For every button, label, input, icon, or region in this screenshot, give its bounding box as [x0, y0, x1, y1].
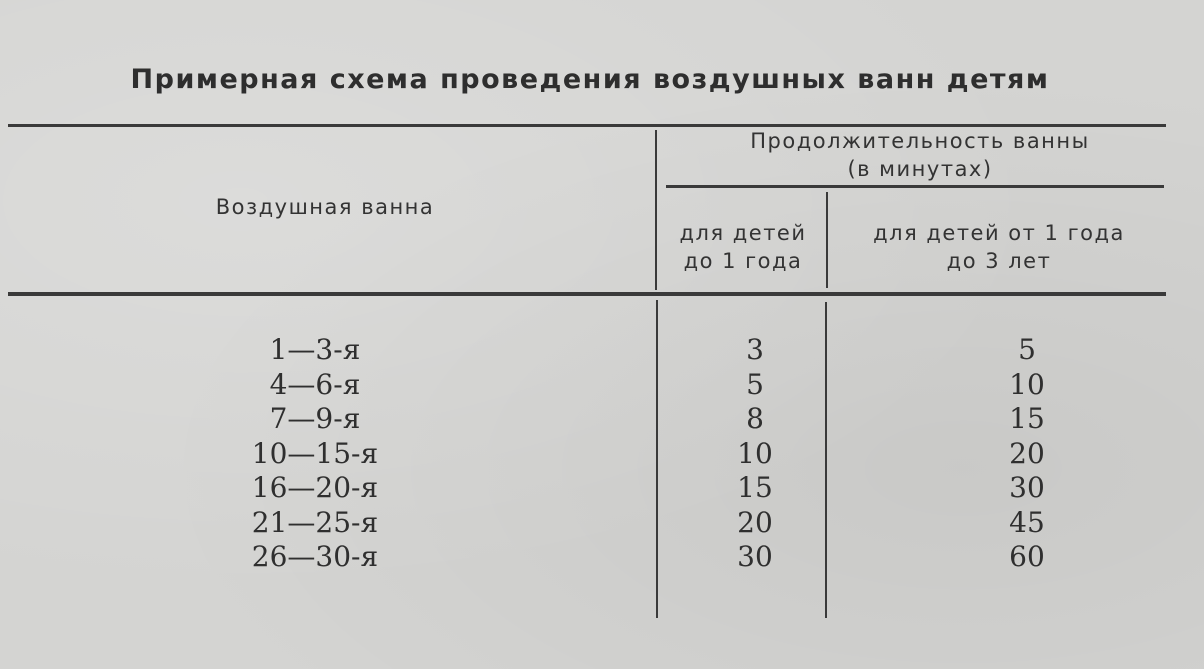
under-1-duration-column — [700, 333, 810, 575]
duration-cell: 10 — [737, 436, 773, 470]
column-header-1-to-3-line2: до 3 лет — [946, 249, 1052, 273]
duration-cell: 3 — [746, 333, 764, 366]
bath-number-cell: 16—20-я — [251, 471, 379, 504]
column-header-under-1 — [658, 219, 828, 275]
duration-cell: 20 — [1009, 436, 1045, 470]
duration-cell: 45 — [1009, 505, 1045, 539]
duration-cell: 30 — [737, 540, 773, 573]
column-header-under-1-line2: до 1 года — [683, 249, 803, 273]
duration-cell: 10 — [1009, 367, 1045, 401]
row-header: Воздушная ванна — [215, 195, 435, 219]
duration-cell: 15 — [737, 471, 773, 504]
column-divider-2-body — [825, 302, 827, 618]
group-header-line2: (в минутах) — [847, 157, 993, 181]
duration-cell: 5 — [746, 367, 764, 401]
group-header-line1: Продолжительность ванны — [750, 129, 1090, 153]
bath-number-cell: 21—25-я — [251, 505, 379, 539]
bath-number-column — [215, 333, 415, 575]
duration-cell: 8 — [746, 402, 764, 435]
group-header-rule — [666, 185, 1164, 188]
group-header — [680, 127, 1160, 183]
column-divider-1-header — [655, 130, 657, 290]
page-title: Примерная схема проведения воздушных ванн детям — [130, 64, 1050, 95]
duration-cell: 20 — [737, 505, 773, 539]
duration-cell: 15 — [1009, 402, 1045, 435]
duration-cell: 60 — [1009, 540, 1045, 573]
column-divider-1-body — [656, 300, 658, 618]
duration-cell: 5 — [1018, 333, 1036, 366]
column-header-under-1-line1: для детей — [679, 221, 807, 245]
column-header-1-to-3 — [832, 219, 1166, 275]
bath-number-cell: 10—15-я — [251, 436, 379, 470]
column-header-1-to-3-line1: для детей от 1 года — [873, 221, 1125, 245]
bath-number-cell: 7—9-я — [269, 402, 361, 435]
bath-number-cell: 1—3-я — [269, 333, 361, 366]
duration-cell: 30 — [1009, 471, 1045, 504]
1-to-3-duration-column — [972, 333, 1082, 575]
bath-number-cell: 4—6-я — [269, 367, 361, 401]
bath-number-cell: 26—30-я — [251, 540, 379, 573]
header-bottom-rule — [8, 292, 1166, 296]
